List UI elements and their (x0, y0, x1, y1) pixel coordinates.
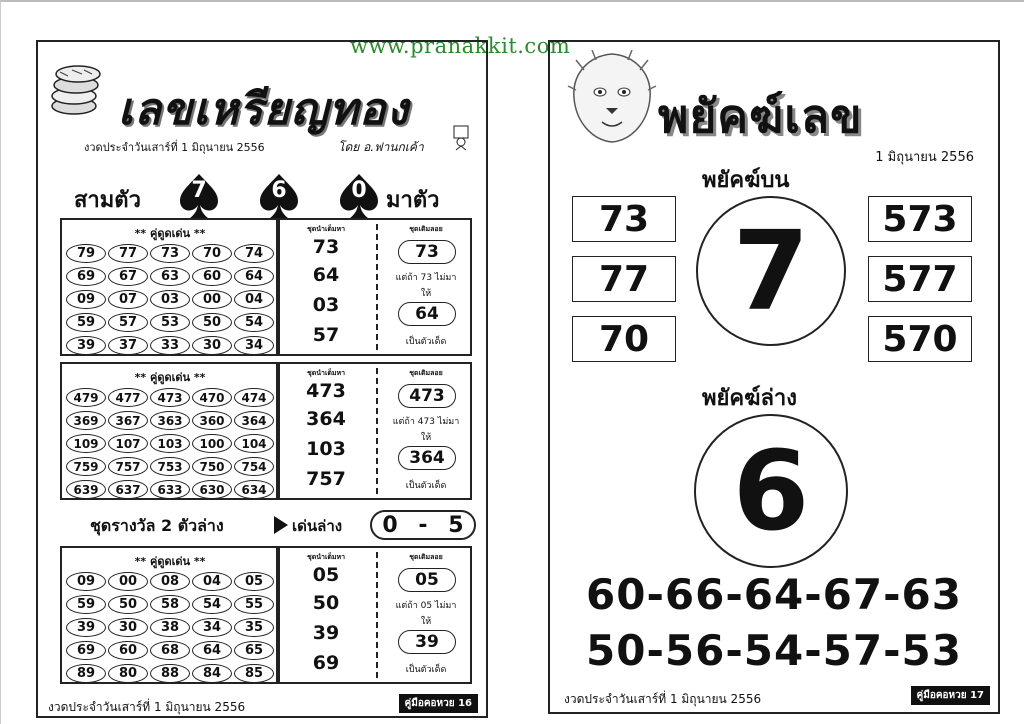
pair-number: 33 (150, 336, 190, 355)
dashed-divider (376, 224, 378, 350)
right-page-tag: คู่มือคอหวย 17 (911, 686, 990, 705)
pair-number: 363 (150, 411, 190, 430)
watermark-url[interactable]: www.pranakkit.com (350, 34, 571, 58)
pair-number: 59 (66, 313, 106, 332)
upper-two-digit: 77 (572, 256, 676, 302)
forecast-number: 64 (312, 264, 340, 286)
left-title: เลขเหรียญทอง (118, 84, 409, 135)
pair-number: 109 (66, 434, 106, 453)
three-digit-suffix: มาตัว (386, 188, 440, 213)
fixed-alt: 64 (398, 302, 456, 326)
pair-number: 754 (234, 457, 274, 476)
pair-number: 479 (66, 388, 106, 407)
lion-head-icon (566, 50, 658, 146)
pair-number: 477 (108, 388, 148, 407)
fixed-end: เป็นตัวเด็ด (405, 665, 447, 675)
pair-grid (66, 388, 274, 499)
spade-digit (258, 172, 300, 220)
pair-number: 60 (108, 641, 148, 660)
pair-number: 80 (108, 664, 148, 683)
pair-number: 09 (66, 572, 106, 591)
forecast-head: ชุดนำเต็มหา (306, 369, 346, 377)
pair-number: 637 (108, 480, 148, 499)
pair-number: 757 (108, 457, 148, 476)
pair-number: 64 (192, 641, 232, 660)
highlight-digit: 5 (448, 512, 464, 538)
fallback-text: แต่ถ้า 05 ไม่มา (395, 601, 457, 611)
pair-number: 100 (192, 434, 232, 453)
left-footer-date: งวดประจำวันเสาร์ที่ 1 มิถุนายน 2556 (48, 700, 246, 714)
lower-highlight-label: เด่นล่าง (292, 517, 343, 535)
pair-number: 54 (192, 595, 232, 614)
pair-number: 30 (108, 618, 148, 637)
highlight-dash: - (418, 512, 428, 538)
pair-number: 634 (234, 480, 274, 499)
forecast-number: 69 (312, 652, 340, 674)
pair-grid-title: ** คู่ดูดเด่น ** (134, 371, 206, 384)
pair-number: 67 (108, 267, 148, 286)
pair-number: 103 (150, 434, 190, 453)
forecast-number: 103 (306, 438, 346, 460)
left-page-tag: คู่มือคอหวย 16 (399, 694, 478, 713)
pair-number: 39 (66, 336, 106, 355)
pair-number: 89 (66, 664, 106, 683)
fixed-main: 05 (398, 568, 456, 592)
forecast-number: 473 (306, 380, 346, 402)
upper-big-digit: 7 (696, 196, 846, 346)
pair-number: 00 (192, 290, 232, 309)
lower-highlight-digits (370, 510, 476, 540)
pair-number: 69 (66, 267, 106, 286)
pair-number: 753 (150, 457, 190, 476)
pair-number: 55 (234, 595, 274, 614)
pair-grid-box (60, 218, 280, 356)
three-digit-label: สามตัว (74, 188, 141, 213)
pair-number: 00 (108, 572, 148, 591)
left-date-line: งวดประจำวันเสาร์ที่ 1 มิถุนายน 2556 (84, 141, 265, 154)
pair-grid-box (60, 546, 280, 684)
forecast-box (276, 218, 472, 356)
pair-number: 07 (108, 290, 148, 309)
right-footer-date: งวดประจำวันเสาร์ที่ 1 มิถุนายน 2556 (564, 692, 762, 706)
forecast-number: 05 (312, 564, 340, 586)
fixed-head: ชุดเติมลอย (409, 225, 443, 233)
forecast-number: 364 (306, 408, 346, 430)
pair-number: 53 (150, 313, 190, 332)
pair-number: 85 (234, 664, 274, 683)
pair-number: 35 (234, 618, 274, 637)
forecast-box (276, 546, 472, 684)
two-digit-prize-label: ชุดรางวัล 2 ตัวล่าง (90, 516, 224, 535)
fallback-to: ให้ (420, 617, 432, 627)
forecast-head: ชุดนำเต็มหา (306, 553, 346, 561)
fixed-alt: 364 (398, 446, 456, 470)
upper-three-digit: 570 (868, 316, 972, 362)
right-title: พยัคฆ์เลข (658, 89, 863, 143)
dashed-divider (376, 552, 378, 678)
pair-number: 759 (66, 457, 106, 476)
pair-number: 750 (192, 457, 232, 476)
pair-number: 84 (192, 664, 232, 683)
pair-number: 59 (66, 595, 106, 614)
upper-three-digit: 577 (868, 256, 972, 302)
spade-digit-value: 6 (271, 178, 287, 203)
fixed-end: เป็นตัวเด็ด (405, 337, 447, 347)
pair-number: 37 (108, 336, 148, 355)
fixed-main: 73 (398, 240, 456, 264)
pair-number: 65 (234, 641, 274, 660)
pair-number: 09 (66, 290, 106, 309)
spade-digit (178, 172, 220, 220)
pair-number: 77 (108, 244, 148, 263)
forecast-number: 03 (312, 294, 340, 316)
pair-grid-box (60, 362, 280, 500)
pair-number: 05 (234, 572, 274, 591)
pair-number: 74 (234, 244, 274, 263)
forecast-box (276, 362, 472, 500)
pair-number: 04 (192, 572, 232, 591)
pair-number: 107 (108, 434, 148, 453)
pair-number: 369 (66, 411, 106, 430)
lower-number-line: 50-56-54-57-53 (586, 626, 962, 675)
pair-grid-title: ** คู่ดูดเด่น ** (134, 227, 206, 240)
pair-number: 69 (66, 641, 106, 660)
lower-title: พยัคฆ์ล่าง (702, 386, 798, 411)
pair-number: 64 (234, 267, 274, 286)
pair-number: 633 (150, 480, 190, 499)
pair-number: 34 (234, 336, 274, 355)
pair-number: 470 (192, 388, 232, 407)
coin-stack-icon (50, 56, 112, 118)
pair-number: 39 (66, 618, 106, 637)
pair-number: 639 (66, 480, 106, 499)
forecast-head: ชุดนำเต็มหา (306, 225, 346, 233)
dashed-divider (376, 368, 378, 494)
upper-two-digit: 73 (572, 196, 676, 242)
forecast-number: 73 (312, 236, 340, 258)
pair-number: 50 (108, 595, 148, 614)
forecast-number: 50 (312, 592, 340, 614)
pair-number: 50 (192, 313, 232, 332)
pair-number: 474 (234, 388, 274, 407)
forecast-number: 39 (312, 622, 340, 644)
upper-two-digit: 70 (572, 316, 676, 362)
pair-number: 04 (234, 290, 274, 309)
pair-number: 360 (192, 411, 232, 430)
pair-number: 60 (192, 267, 232, 286)
pair-number: 57 (108, 313, 148, 332)
pair-number: 364 (234, 411, 274, 430)
pair-number: 473 (150, 388, 190, 407)
pair-number: 34 (192, 618, 232, 637)
pair-number: 79 (66, 244, 106, 263)
pair-number: 104 (234, 434, 274, 453)
pair-number: 88 (150, 664, 190, 683)
arrow-right-icon (274, 516, 288, 534)
fixed-alt: 39 (398, 630, 456, 654)
pair-number: 03 (150, 290, 190, 309)
fixed-head: ชุดเติมลอย (409, 553, 443, 561)
pair-number: 63 (150, 267, 190, 286)
pair-number: 30 (192, 336, 232, 355)
three-digit-row (74, 172, 464, 222)
spade-digit-value: 7 (191, 178, 207, 203)
right-page (548, 40, 1000, 714)
forecast-number: 57 (312, 324, 340, 346)
spade-digit (338, 172, 380, 220)
fixed-head: ชุดเติมลอย (409, 369, 443, 377)
pair-number: 630 (192, 480, 232, 499)
right-date: 1 มิถุนายน 2556 (875, 150, 974, 165)
fallback-text: แต่ถ้า 73 ไม่มา (395, 273, 457, 283)
forecast-number: 757 (306, 468, 346, 490)
pair-number: 367 (108, 411, 148, 430)
upper-three-digit: 573 (868, 196, 972, 242)
pair-number: 54 (234, 313, 274, 332)
pair-grid (66, 572, 274, 683)
pair-grid (66, 244, 274, 355)
left-page (36, 40, 488, 718)
lower-number-line: 60-66-64-67-63 (586, 570, 962, 619)
pair-number: 08 (150, 572, 190, 591)
pair-grid-title: ** คู่ดูดเด่น ** (134, 555, 206, 568)
fixed-end: เป็นตัวเด็ด (405, 481, 447, 491)
pair-number: 68 (150, 641, 190, 660)
pair-number: 73 (150, 244, 190, 263)
pair-number: 70 (192, 244, 232, 263)
fixed-main: 473 (398, 384, 456, 408)
pair-number: 38 (150, 618, 190, 637)
highlight-digit: 0 (382, 512, 398, 538)
fallback-to: ให้ (420, 433, 432, 443)
left-author: โดย อ.ฟานกเค้า (338, 140, 424, 154)
fallback-text: แต่ถ้า 473 ไม่มา (392, 417, 460, 427)
upper-title: พยัคฆ์บน (702, 168, 790, 193)
lower-big-digit: 6 (694, 414, 848, 568)
fallback-to: ให้ (420, 289, 432, 299)
pair-number: 58 (150, 595, 190, 614)
mascot-icon (450, 124, 474, 152)
spade-digit-value: 0 (351, 178, 367, 203)
